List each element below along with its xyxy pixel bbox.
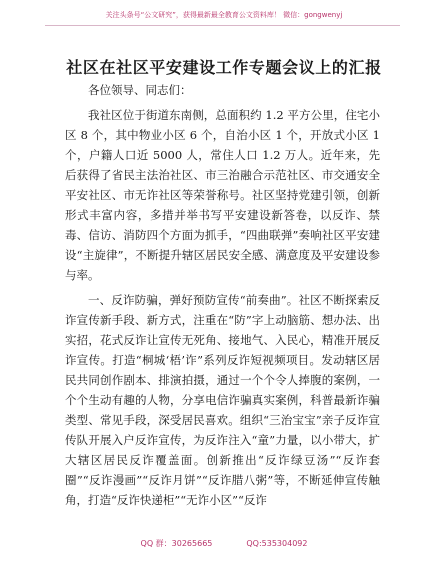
footer-qq-group: QQ 群：30265665 — [140, 539, 213, 548]
document-title: 社区在社区平安建设工作专题会议上的汇报 — [66, 58, 382, 77]
document-body — [65, 80, 380, 510]
footer-qq: QQ:535304092 — [246, 539, 308, 548]
header-divider — [45, 25, 400, 26]
greeting: 各位领导、同志们： — [88, 83, 192, 97]
paragraph-intro: 我社区位于街道东南侧，总面积约 1.2 平方公里，住宅小区 8 个，其中物业小区 6 个，自治小区 1 个，开放式小区 1 个，户籍人口近 5000 人，常住人口 1.2 万人。近年来，先后获得了省民主法治社区、市三治融合示范社区、市交通安全平安社区、市无诈社区等荣誉称号。社区坚持党建引领，创新形式丰富内容，多措并举书写平安建设新答卷，以反诈、禁毒、信访、消防四个方面为抓手，“四曲联弹”奏响社区平安建设“主旋律”，不断提升辖区居民安全感、满意度及平安建设参与率。 — [65, 108, 380, 282]
footer — [0, 538, 448, 549]
header-banner: 关注头条号“公文研究”，获得最新最全教育公文资料库！ 微信：gongwenyj — [105, 11, 343, 19]
paragraph-section-1: 一、反诈防骗，弹好预防宣传“前奏曲”。社区不断探索反诈宣传新手段、新方式，注重在“防”字上动脑筋、想办法、出实招，花式反诈让宣传无死角、接地气、入民心，精准开展反诈宣传。打造“桐城‘梧’诈”系列反诈短视频项目。发动辖区居民共同创作剧本、排演拍摄，通过一个个令人捧腹的案例，一个个生动有趣的人物，分享电信诈骗真实案例，科普最新诈骗类型、常见手段，深受居民喜欢。组织“三治宝宝”亲子反诈宣传队开展入户反诈宣传，为反诈注入“童”力量，以小带大，扩大辖区居民反诈覆盖面。创新推出“反诈绿豆汤”“反诈套圈”“反诈漫画”“反诈月饼”“反诈腊八粥”等，不断延伸宣传触角，打造“反诈快递柜”“无诈小区”“反诈 — [65, 293, 380, 507]
